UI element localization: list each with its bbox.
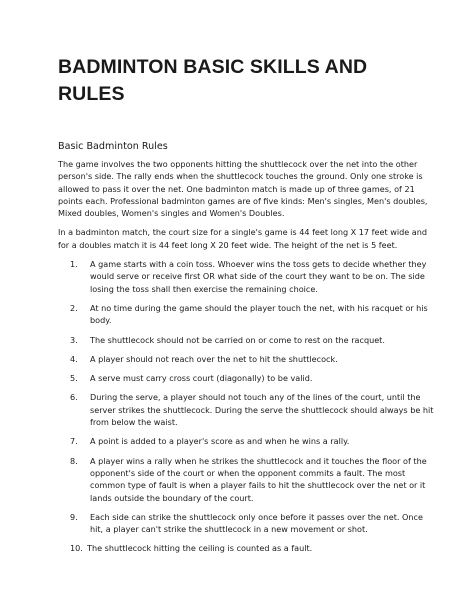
rule-item (58, 391, 434, 428)
rule-text: A game starts with a coin toss. Whoever wins the toss gets to decide whether they would serve or receive first OR what side of the court they want to be on. The side losing the toss shall then exercise the remaining choice. (90, 259, 427, 294)
rules-list (58, 258, 434, 555)
section-heading: Basic Badminton Rules (58, 141, 168, 152)
intro-paragraph: The game involves the two opponents hitting the shuttlecock over the net into the other person's side. The rally ends when the shuttlecock touches the ground. Only one stroke is allowed to pass it over the net. One badminton match is made up of three games, of 21 points each. Professional badminton games are of five kinds: Men's singles, Men's doubles, Mixed doubles, Women's singles and Women's Doubles. (58, 159, 428, 219)
rule-text: A player wins a rally when he strikes the shuttlecock and it touches the floor of the opponent's side of the court or when the opponent commits a fault. The most common type of fault is when a player fails to hit the shuttlecock over the net or it lands outside the boundary of the court. (90, 455, 427, 503)
rule-item (58, 334, 434, 346)
rule-text: The shuttlecock should not be carried on or come to rest on the racquet. (90, 334, 385, 345)
rule-number: 2. (70, 302, 78, 313)
document-title-line-2: RULES (58, 83, 125, 105)
rule-item (58, 435, 434, 447)
rule-item (58, 542, 434, 554)
rule-number: 3. (70, 334, 78, 345)
rule-number: 4. (70, 353, 78, 364)
rule-text: At no time during the game should the player touch the net, with his racquet or his body. (90, 302, 428, 326)
rule-number: 9. (70, 511, 78, 522)
rule-text: During the serve, a player should not touch any of the lines of the court, until the server strikes the shuttlecock. During the serve the shuttlecock should always be hit from below the waist. (90, 392, 434, 428)
rule-item (58, 372, 434, 384)
rule-number: 5. (70, 373, 78, 384)
rule-text: A player should not reach over the net to hit the shuttlecock. (90, 353, 338, 364)
rule-text: The shuttlecock hitting the ceiling is counted as a fault. (87, 543, 313, 554)
court-size-paragraph: In a badminton match, the court size for a single's game is 44 feet long X 17 feet wide and for a doubles match it is 44 feet long X 20 feet wide. The height of the net is 5 feet. (58, 227, 427, 250)
rule-text: Each side can strike the shuttlecock only once before it passes over the net. Once hit, a player can't strike the shuttlecock in a new movement or shot. (90, 511, 423, 535)
rule-number: 6. (70, 392, 78, 403)
document-title (58, 54, 434, 108)
rule-item (58, 302, 434, 327)
rule-number: 8. (70, 455, 78, 466)
rule-text: A point is added to a player's score as and when he wins a rally. (90, 436, 350, 447)
rule-item (58, 258, 434, 295)
rule-item (58, 353, 434, 365)
rule-text: A serve must carry cross court (diagonally) to be valid. (90, 373, 313, 384)
rule-number: 10. (70, 543, 83, 554)
rule-number: 1. (70, 259, 78, 270)
rule-item (58, 511, 434, 536)
rule-number: 7. (70, 436, 78, 447)
rule-item (58, 455, 434, 504)
document-title-line-1: BADMINTON BASIC SKILLS AND (58, 56, 368, 78)
